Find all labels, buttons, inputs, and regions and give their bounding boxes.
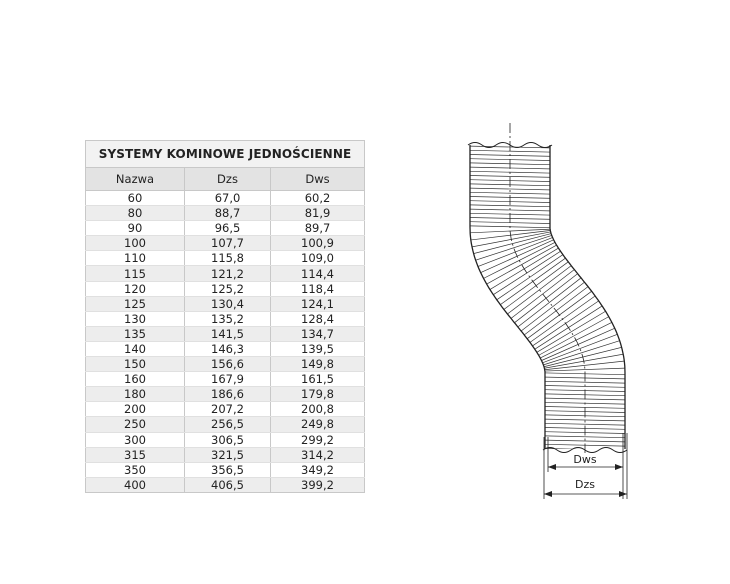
cell-dws: 134,7 <box>271 326 365 341</box>
column-header-dzs: Dzs <box>185 168 271 191</box>
outer-diameter-dimension <box>544 433 627 499</box>
cell-dzs: 115,8 <box>185 251 271 266</box>
cell-name: 125 <box>86 296 185 311</box>
cell-name: 80 <box>86 206 185 221</box>
cell-dzs: 207,2 <box>185 402 271 417</box>
table-row <box>86 251 365 266</box>
cell-dws: 249,8 <box>271 417 365 432</box>
column-header-name: Nazwa <box>86 168 185 191</box>
table-row <box>86 221 365 236</box>
table-row <box>86 206 365 221</box>
cell-dws: 179,8 <box>271 387 365 402</box>
cell-dzs: 121,2 <box>185 266 271 281</box>
table-row <box>86 447 365 462</box>
table-row <box>86 296 365 311</box>
table-row <box>86 462 365 477</box>
cell-dzs: 141,5 <box>185 326 271 341</box>
table-row <box>86 357 365 372</box>
cell-name: 110 <box>86 251 185 266</box>
cell-dzs: 156,6 <box>185 357 271 372</box>
cell-name: 130 <box>86 311 185 326</box>
cell-dzs: 130,4 <box>185 296 271 311</box>
cell-dzs: 146,3 <box>185 341 271 356</box>
pipe-rib <box>505 264 574 316</box>
cell-name: 100 <box>86 236 185 251</box>
cell-dzs: 125,2 <box>185 281 271 296</box>
table-row <box>86 477 365 492</box>
pipe-rib <box>541 436 629 438</box>
cell-dws: 60,2 <box>271 191 365 206</box>
cell-dzs: 88,7 <box>185 206 271 221</box>
cell-dws: 81,9 <box>271 206 365 221</box>
column-header-dws: Dws <box>271 168 365 191</box>
dws-dimension-label: Dws <box>573 453 597 466</box>
cell-dws: 89,7 <box>271 221 365 236</box>
pipe-rib <box>541 423 629 425</box>
cell-name: 300 <box>86 432 185 447</box>
cell-dws: 200,8 <box>271 402 365 417</box>
cell-name: 150 <box>86 357 185 372</box>
cell-dws: 118,4 <box>271 281 365 296</box>
pipe-rib <box>466 205 554 207</box>
cell-dws: 314,2 <box>271 447 365 462</box>
pipe-corrugation-ribs <box>466 146 629 450</box>
table-row <box>86 191 365 206</box>
cell-dws: 299,2 <box>271 432 365 447</box>
table-row <box>86 281 365 296</box>
table-title: SYSTEMY KOMINOWE JEDNOŚCIENNE <box>86 141 365 168</box>
cell-dzs: 356,5 <box>185 462 271 477</box>
cell-dws: 399,2 <box>271 477 365 492</box>
table-row <box>86 432 365 447</box>
cell-dzs: 306,5 <box>185 432 271 447</box>
pipe-rib <box>518 280 587 333</box>
cell-dzs: 107,7 <box>185 236 271 251</box>
table-row <box>86 417 365 432</box>
cell-name: 135 <box>86 326 185 341</box>
cell-name: 315 <box>86 447 185 462</box>
table-row <box>86 326 365 341</box>
table-row <box>86 311 365 326</box>
cell-dws: 128,4 <box>271 311 365 326</box>
cell-name: 160 <box>86 372 185 387</box>
table-row <box>86 266 365 281</box>
cell-dws: 139,5 <box>271 341 365 356</box>
cell-dzs: 321,5 <box>185 447 271 462</box>
cell-dzs: 67,0 <box>185 191 271 206</box>
cell-dzs: 167,9 <box>185 372 271 387</box>
table-row <box>86 372 365 387</box>
cell-name: 200 <box>86 402 185 417</box>
cell-dws: 149,8 <box>271 357 365 372</box>
cell-name: 60 <box>86 191 185 206</box>
cell-dws: 114,4 <box>271 266 365 281</box>
pipe-rib <box>470 233 555 255</box>
table-row <box>86 341 365 356</box>
cell-dws: 100,9 <box>271 236 365 251</box>
cell-dzs: 135,2 <box>185 311 271 326</box>
cell-name: 140 <box>86 341 185 356</box>
cell-dws: 109,0 <box>271 251 365 266</box>
table-body <box>86 191 365 493</box>
pipe-rib <box>466 192 554 194</box>
cell-dzs: 256,5 <box>185 417 271 432</box>
pipe-outline-left <box>470 145 545 449</box>
pipe-rib <box>515 276 584 329</box>
cell-dws: 349,2 <box>271 462 365 477</box>
table-row <box>86 402 365 417</box>
cell-name: 400 <box>86 477 185 492</box>
cell-dzs: 96,5 <box>185 221 271 236</box>
cell-name: 90 <box>86 221 185 236</box>
dzs-dimension-label: Dzs <box>575 478 595 491</box>
table-row <box>86 387 365 402</box>
cell-dzs: 186,6 <box>185 387 271 402</box>
chimney-dimensions-table <box>85 140 365 493</box>
cell-dzs: 406,5 <box>185 477 271 492</box>
cell-dws: 124,1 <box>271 296 365 311</box>
pipe-rib <box>540 340 623 366</box>
cell-name: 180 <box>86 387 185 402</box>
cell-name: 350 <box>86 462 185 477</box>
flexible-pipe-drawing <box>440 115 680 515</box>
cell-name: 120 <box>86 281 185 296</box>
cell-name: 115 <box>86 266 185 281</box>
table-row <box>86 236 365 251</box>
cell-name: 250 <box>86 417 185 432</box>
pipe-rib <box>466 188 554 190</box>
cell-dws: 161,5 <box>271 372 365 387</box>
